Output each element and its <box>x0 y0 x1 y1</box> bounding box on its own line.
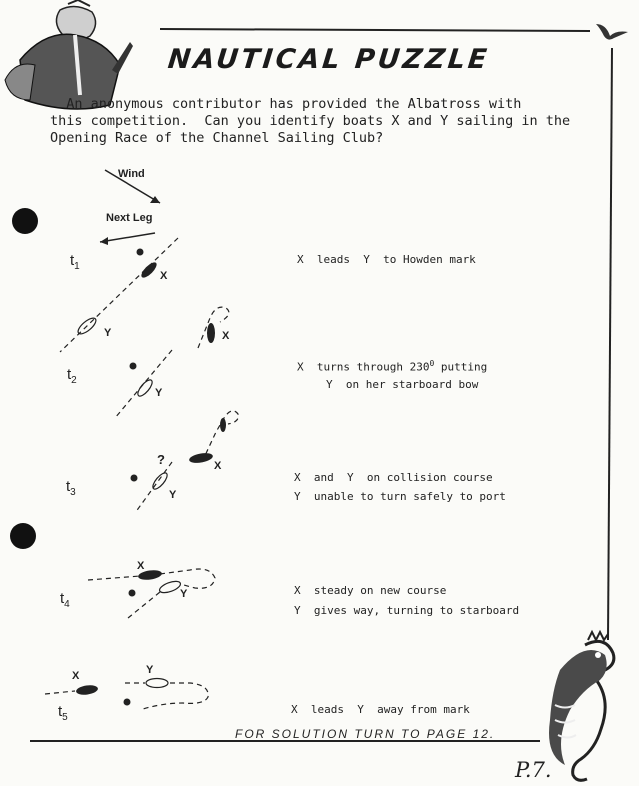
step-description: X leads Y away from mark <box>291 703 470 716</box>
time-label: $t_3$ <box>66 478 76 498</box>
boat-y-label: Y <box>146 664 154 676</box>
wind-label: Wind <box>118 168 145 180</box>
step-description: X turns through $230^0$ putting <box>297 359 488 374</box>
question-mark: ? <box>157 452 165 467</box>
sailor-illustration <box>5 0 133 109</box>
boat-y-label: Y <box>180 588 188 600</box>
step-description: Y gives way, turning to starboard <box>294 604 520 617</box>
boat-y-label: Y <box>104 327 112 339</box>
boat-y-label: Y <box>155 387 163 399</box>
time-label: $t_1$ <box>70 252 80 272</box>
boat-x-label: X <box>222 330 230 342</box>
step-description: X and Y on collision course <box>294 471 493 484</box>
intro-line: An anonymous contributor has provided the Albatross with <box>50 96 522 112</box>
step-description: X leads Y to Howden mark <box>297 253 476 266</box>
boat-x-label: X <box>214 460 222 472</box>
page-number: P.7. <box>515 758 552 782</box>
boat-y-label: Y <box>169 489 177 501</box>
page-title: NAUTICAL PUZZLE <box>166 44 492 75</box>
intro-line: this competition. Can you identify boats X and Y sailing in the <box>50 113 571 129</box>
step-description: X steady on new course <box>294 584 447 597</box>
intro-text <box>50 96 610 147</box>
time-label: $t_4$ <box>60 590 70 610</box>
time-label: $t_5$ <box>58 703 68 723</box>
boat-x-label: X <box>137 560 145 572</box>
boat-x-label: X <box>160 270 168 282</box>
step-description: Y unable to turn safely to port <box>294 490 506 503</box>
seahorse-illustration <box>549 632 614 780</box>
step-description: Y on her starboard bow <box>326 378 479 391</box>
time-label: $t_2$ <box>67 366 77 386</box>
boat-x-label: X <box>72 670 80 682</box>
punch-hole <box>12 208 38 234</box>
intro-line: Opening Race of the Channel Sailing Club? <box>50 130 384 146</box>
seagull-icon <box>596 24 628 40</box>
punch-hole <box>10 523 36 549</box>
solution-note: FOR SOLUTION TURN TO PAGE 12. <box>235 727 496 741</box>
next-leg-label: Next Leg <box>106 212 153 224</box>
